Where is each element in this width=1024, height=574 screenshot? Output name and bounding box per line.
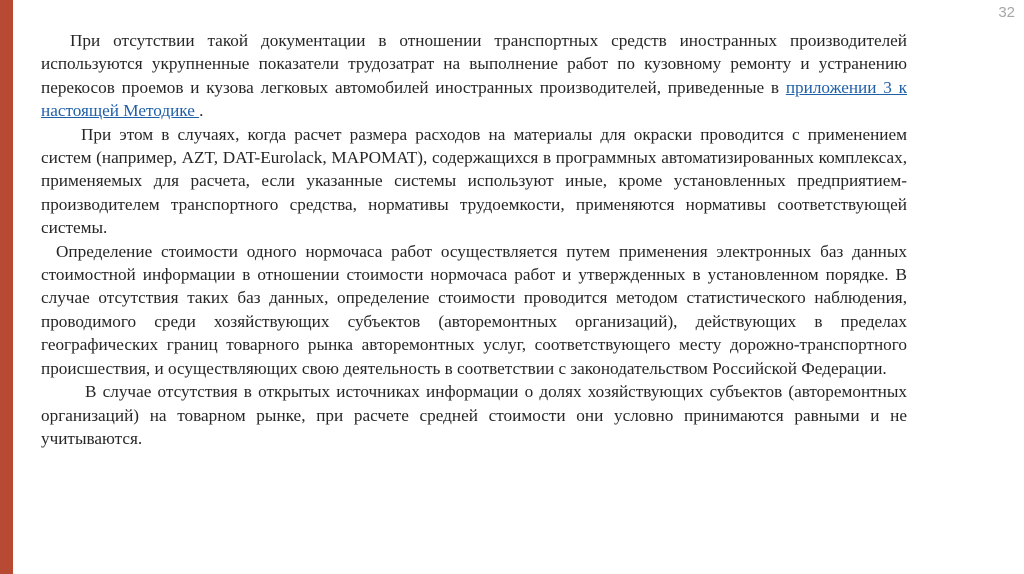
slide-accent-bar — [0, 0, 13, 574]
appendix-3-link[interactable]: приложении 3 к настоящей Методике — [41, 77, 907, 121]
paragraph-4: В случае отсутствия в открытых источниках информации о долях хозяйствующих субъектов (авторемонтных организаций) на товарном рынке, при расчете средней стоимости они условно принимаются равными и не учитываются. — [41, 382, 907, 448]
paragraph-3: Определение стоимости одного нормочаса работ осуществляется путем применения электронных баз данных стоимостной информации в отношении стоимости нормочаса работ и утвержденных в установленном порядке. В случае отсутствия таких баз данных, определение стоимости проводится методом статистического наблюдения, проводимого среди хозяйствующих субъектов (авторемонтных организаций), действующих в пределах географических границ товарного рынка авторемонтных услуг, соответствующего месту дорожно-транспортного происшествия, и осуществляющих свою деятельность в соответствии с законодательством Российской Федерации. — [41, 241, 907, 378]
slide-body — [41, 29, 907, 450]
paragraph-1 — [41, 29, 907, 123]
paragraph-1-text: При отсутствии такой документации в отношении транспортных средств иностранных производителей используются укрупненные показатели трудозатрат на выполнение работ по кузовному ремонту и устранению перекосов проемов и кузова легковых автомобилей иностранных производителей, приведенные в — [41, 31, 907, 97]
paragraph-1-end: . — [199, 101, 204, 121]
paragraph-2: При этом в случаях, когда расчет размера расходов на материалы для окраски проводится с применением систем (например, AZT, DAT-Eurolack, MAPOMAT), содержащихся в программных автоматизированных комплексах, применяемых для расчета, если указанные системы используют иные, кроме установленных предприятием-производителем транспортного средства, нормативы трудоемкости, применяются нормативы соответствующей системы. — [41, 124, 907, 238]
page-number: 32 — [998, 4, 1015, 21]
